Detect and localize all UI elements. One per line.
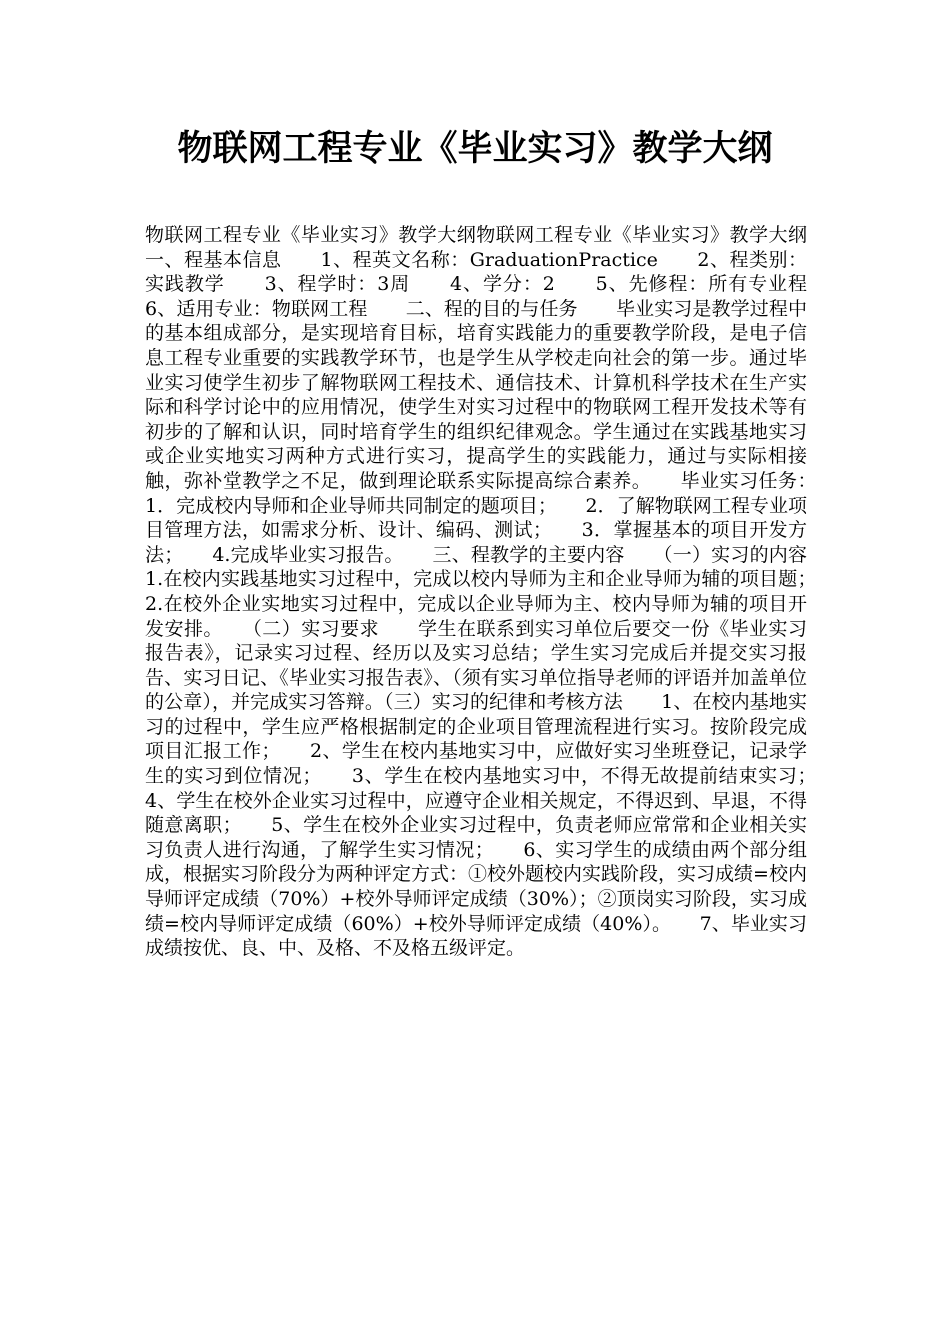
document-body-text: 物联网工程专业《毕业实习》教学大纲物联网工程专业《毕业实习》教学大纲 一、程基本信息 1、程英文名称：GraduationPractice 2、程类别：实践教学 3、程学时：3周 4、学分：2 5、先修程：所有专业程 6、适用专业：物联网工程 二、程的目的与任务 毕业实习是教学过程中的基本组成部分，是实现培育目标，培育实践能力的重要教学阶段，是电子信息工程专业重要的实践教学环节，也是学生从学校走向社会的第一步。通过毕业实习使学生初步了解物联网工程技术、通信技术、计算机科学技术在生产实际和科学讨论中的应用情况，使学生对实习过程中的物联网工程开发技术等有初步的了解和认识，同时培育学生的组织纪律观念。学生通过在实践基地实习或企业实地实习两种方式进行实习，提高学生的实践能力，通过与实际相接触，弥补堂教学之不足，做到理论联系实际提高综合素养。 毕业实习任务： 1．完成校内导师和企业导师共同制定的题项目； 2．了解物联网工程专业项目管理方法，如需求分析、设计、编码、测试； 3．掌握基本的项目开发方法； 4.完成毕业实习报告。 三、程教学的主要内容 （一）实习的内容 1.在校内实践基地实习过程中，完成以校内导师为主和企业导师为辅的项目题； 2.在校外企业实地实习过程中，完成以企业导师为主、校内导师为辅的项目开发安排。 （二）实习要求 学生在联系到实习单位后要交一份《毕业实习报告表》，记录实习过程、经历以及实习总结；学生实习完成后并提交实习报告、实习日记、《毕业实习报告表》、（须有实习单位指导老师的评语并加盖单位的公章），并完成实习答辩。（三）实习的纪律和考核方法 1、在校内基地实习的过程中，学生应严格根据制定的企业项目管理流程进行实习。按阶段完成项目汇报工作； 2、学生在校内基地实习中，应做好实习坐班登记，记录学生的实习到位情况； 3、学生在校内基地实习中，不得无故提前结束实习； 4、学生在校外企业实习过程中，应遵守企业相关规定，不得迟到、早退，不得随意离职； 5、学生在校外企业实习过程中，负责老师应常常和企业相关实习负责人进行沟通，了解学生实习情况； 6、实习学生的成绩由两个部分组成，根据实习阶段分为两种评定方式：①校外题校内实践阶段，实习成绩=校内导师评定成绩（70%）+校外导师评定成绩（30%）；②顶岗实习阶段，实习成绩=校内导师评定成绩（60%）+校外导师评定成绩（40%）。 7、毕业实习成绩按优、良、中、及格、不及格五级评定。 (145, 224, 846, 960)
document-title: 物联网工程专业《毕业实习》教学大纲 (177, 129, 773, 169)
